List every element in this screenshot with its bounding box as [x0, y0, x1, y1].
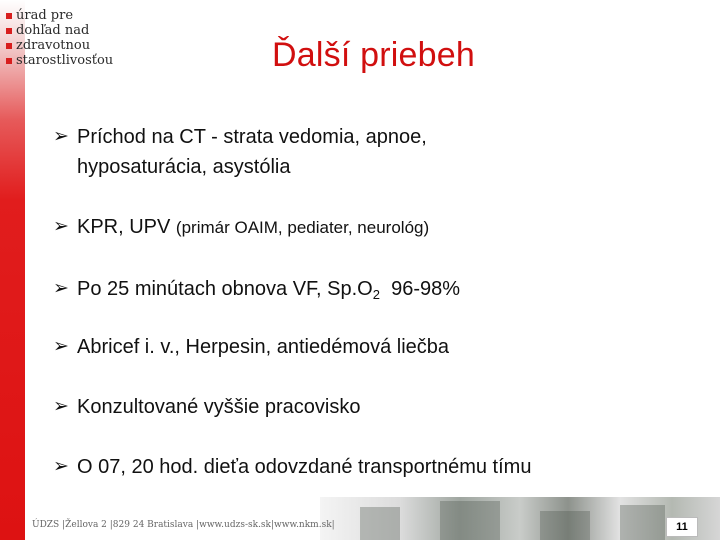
photo-building-shape [540, 511, 590, 540]
arrow-bullet-icon: ➢ [53, 216, 69, 237]
arrow-bullet-icon: ➢ [53, 396, 69, 417]
arrow-bullet-icon: ➢ [53, 336, 69, 357]
logo-square-icon [6, 58, 12, 64]
udzs-logo [6, 8, 113, 68]
logo-square-icon [6, 28, 12, 34]
photo-building-shape [620, 505, 665, 540]
subscript: 2 [372, 287, 380, 302]
logo-square-icon [6, 13, 12, 19]
bullet-item [53, 212, 429, 243]
bullet-item [53, 122, 427, 182]
bullet-text [77, 274, 460, 310]
bullet-item [53, 332, 449, 362]
logo-text: zdravotnou [16, 38, 91, 53]
logo-square-icon [6, 43, 12, 49]
bullet-item [53, 452, 531, 482]
bullet-item [53, 392, 360, 422]
bullet-item [53, 274, 460, 310]
bullet-text: O 07, 20 hod. dieťa odovzdané transportnému tímu [77, 456, 532, 478]
arrow-bullet-icon: ➢ [53, 278, 69, 299]
bullet-text [77, 122, 427, 182]
logo-text: úrad pre [16, 8, 74, 23]
slide-title: Ďalší priebeh [272, 36, 475, 74]
bullet-text: Abricef i. v., Herpesin, antiedémová liečba [77, 336, 450, 358]
logo-text: dohľad nad [16, 23, 90, 38]
side-accent-bar [0, 0, 25, 540]
logo-text: starostlivosťou [16, 53, 114, 68]
bullet-text [77, 212, 429, 243]
logo-line [6, 38, 113, 53]
bullet-text: Konzultované vyššie pracovisko [77, 396, 361, 418]
bullet-main-text: KPR, UPV [77, 216, 171, 238]
footer-address: ÚDZS |Žellova 2 |829 24 Bratislava |www.udzs-sk.sk|www.nkm.sk| [32, 520, 335, 530]
logo-line [6, 53, 113, 68]
footer-building-photo [320, 497, 720, 540]
arrow-bullet-icon: ➢ [53, 456, 69, 477]
bullet-text-pre: Po 25 minútach obnova VF, Sp.O [77, 278, 373, 300]
logo-line [6, 23, 113, 38]
bullet-line: hyposaturácia, asystólia [77, 156, 291, 178]
arrow-bullet-icon: ➢ [53, 126, 69, 147]
photo-building-shape [360, 507, 400, 540]
bullet-line: Príchod na CT - strata vedomia, apnoe, [77, 126, 427, 148]
logo-line [6, 8, 113, 23]
photo-building-shape [440, 501, 500, 540]
page-number: 11 [666, 517, 698, 537]
bullet-small-text: (primár OAIM, pediater, neurológ) [175, 218, 430, 237]
bullet-text-post: 96-98% [391, 278, 461, 300]
